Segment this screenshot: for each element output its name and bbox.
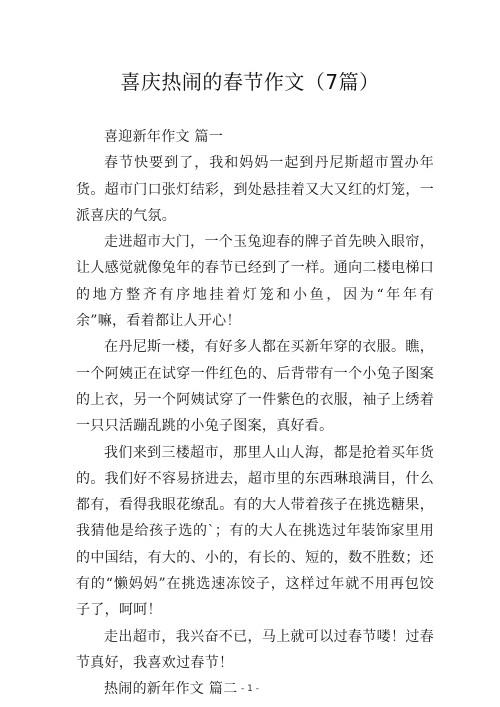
paragraph: 我们来到三楼超市，那里人山人海，都是抢着买年货的。我们好不容易挤进去，超市里的东西琳琅满目，什么都有，看得我眼花缭乱。有的大人带着孩子在挑选糖果，我猜他是给孩子选的`；有的大人在挑选过年装饰家里用的中国结，有大的、小的，有长的、短的，数不胜数；还有的“懒妈妈”在挑选速冻饺子，这样过年就不用再包饺子了，呵呵！ xyxy=(76,444,434,619)
document-title: 喜庆热闹的春节作文（7篇） xyxy=(120,70,380,94)
page-number: - 1 - xyxy=(241,684,259,694)
document-body xyxy=(76,124,434,703)
section-heading: 热闹的新年作文 篇二 xyxy=(104,681,238,698)
paragraph: 走出超市，我兴奋不已，马上就可以过春节喽！过春节真好，我喜欢过春节！ xyxy=(76,628,434,671)
paragraph: 在丹尼斯一楼，有好多人都在买新年穿的衣服。瞧，一个阿姨正在试穿一件红色的、后背带有一个小兔子图案的上衣，另一个阿姨试穿了一件紫色的衣服，袖子上绣着一只只活蹦乱跳的小兔子图案，真好看。 xyxy=(76,339,434,435)
paragraph: 走进超市大门，一个玉兔迎春的牌子首先映入眼帘，让人感觉就像兔年的春节已经到了一样。通向二楼电梯口的地方整齐有序地挂着灯笼和小鱼，因为“年年有余”嘛，看着都让人开心！ xyxy=(76,234,434,330)
paragraph: 春节快要到了，我和妈妈一起到丹尼斯超市置办年货。超市门口张灯结彩，到处悬挂着又大又红的灯笼，一派喜庆的气氛。 xyxy=(76,155,434,224)
section-heading: 喜迎新年作文 篇一 xyxy=(104,129,224,145)
